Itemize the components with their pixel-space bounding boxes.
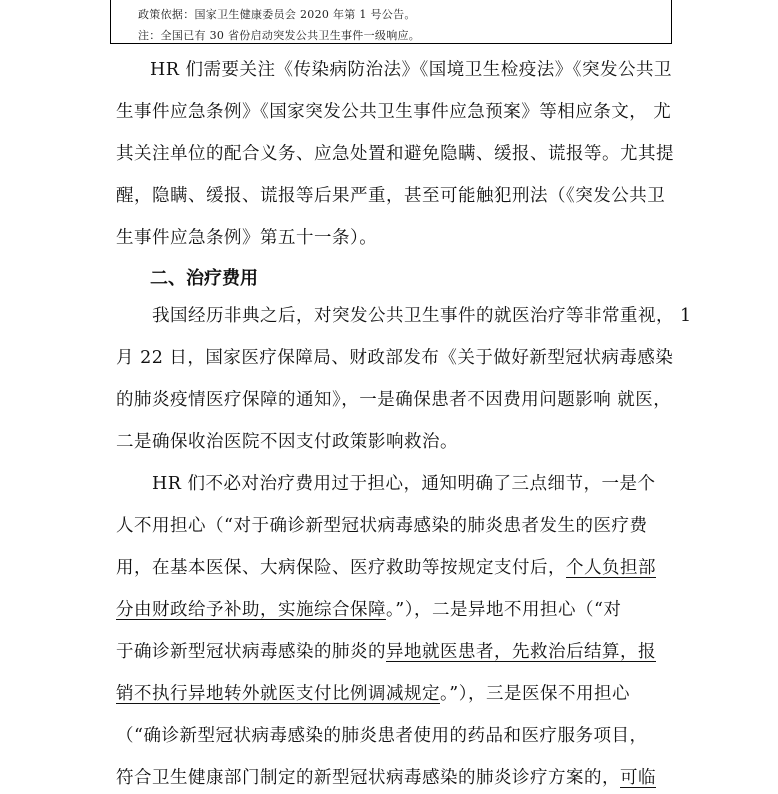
remark-note: 注：全国已有 30 省份启动突发公共卫生事件一级响应。 — [138, 29, 421, 42]
paragraph-3-line-4-text: 。”），二是异地不用担心（“对 — [386, 600, 622, 620]
policy-basis-note: 政策依据：国家卫生健康委员会 2020 年第 1 号公告。 — [138, 8, 416, 21]
paragraph-3-line-5 — [116, 638, 656, 663]
paragraph-3-line-3 — [116, 554, 656, 579]
underlined-remote-patients: 异地就医患者，先救治后结算，报 — [386, 642, 656, 662]
underlined-personal-burden: 个人负担部 — [566, 558, 656, 578]
paragraph-3-line-6-text: 。”），三是医保不用担心 — [440, 684, 630, 704]
paragraph-3-line-8-text: 符合卫生健康部门制定的新型冠状病毒感染的肺炎诊疗方案的， — [116, 768, 620, 788]
paragraph-3-line-6 — [116, 680, 630, 705]
paragraph-1-line-3: 其关注单位的配合义务、应急处置和避免隐瞒、缓报、谎报等。尤其提 — [116, 144, 674, 164]
underlined-no-ratio-reduction: 销不执行异地转外就医支付比例调减规定 — [116, 684, 440, 704]
paragraph-1-line-4: 醒，隐瞒、缓报、谎报等后果严重，甚至可能触犯刑法（《突发公共卫 — [116, 186, 666, 206]
paragraph-3-line-4 — [116, 596, 621, 621]
paragraph-2-line-2: 月 22 日，国家医疗保障局、财政部发布《关于做好新型冠状病毒感染 — [116, 348, 674, 368]
paragraph-3-line-2: 人不用担心（“对于确诊新型冠状病毒感染的肺炎患者发生的医疗费 — [116, 516, 648, 536]
paragraph-3-line-1: HR 们不必对治疗费用过于担心，通知明确了三点细节，一是个 — [152, 474, 656, 494]
paragraph-2-line-1: 我国经历非典之后，对突发公共卫生事件的就医治疗等非常重视， 1 — [152, 306, 692, 326]
paragraph-3-line-5-text: 于确诊新型冠状病毒感染的肺炎的 — [116, 642, 386, 662]
paragraph-2-line-4: 二是确保收治医院不因支付政策影响救治。 — [116, 432, 458, 452]
paragraph-2-line-3: 的肺炎疫情医疗保障的通知》，一是确保患者不因费用问题影响 就医， — [116, 390, 672, 410]
underlined-temporary: 可临 — [620, 768, 656, 788]
underlined-fiscal-subsidy: 分由财政给予补助，实施综合保障 — [116, 600, 386, 620]
paragraph-1-line-2: 生事件应急条例》《国家突发公共卫生事件应急预案》等相应条文， 尤 — [116, 102, 672, 122]
paragraph-1-line-5: 生事件应急条例》第五十一条）。 — [116, 228, 378, 248]
paragraph-3-line-7: （“确诊新型冠状病毒感染的肺炎患者使用的药品和医疗服务项目， — [116, 726, 648, 746]
paragraph-1-line-1: HR 们需要关注《传染病防治法》《国境卫生检疫法》《突发公共卫 — [150, 60, 672, 80]
paragraph-3-line-8 — [116, 764, 656, 789]
paragraph-3-line-3-text: 用，在基本医保、大病保险、医疗救助等按规定支付后， — [116, 558, 566, 578]
section-heading-treatment-costs: 二、治疗费用 — [150, 268, 258, 289]
